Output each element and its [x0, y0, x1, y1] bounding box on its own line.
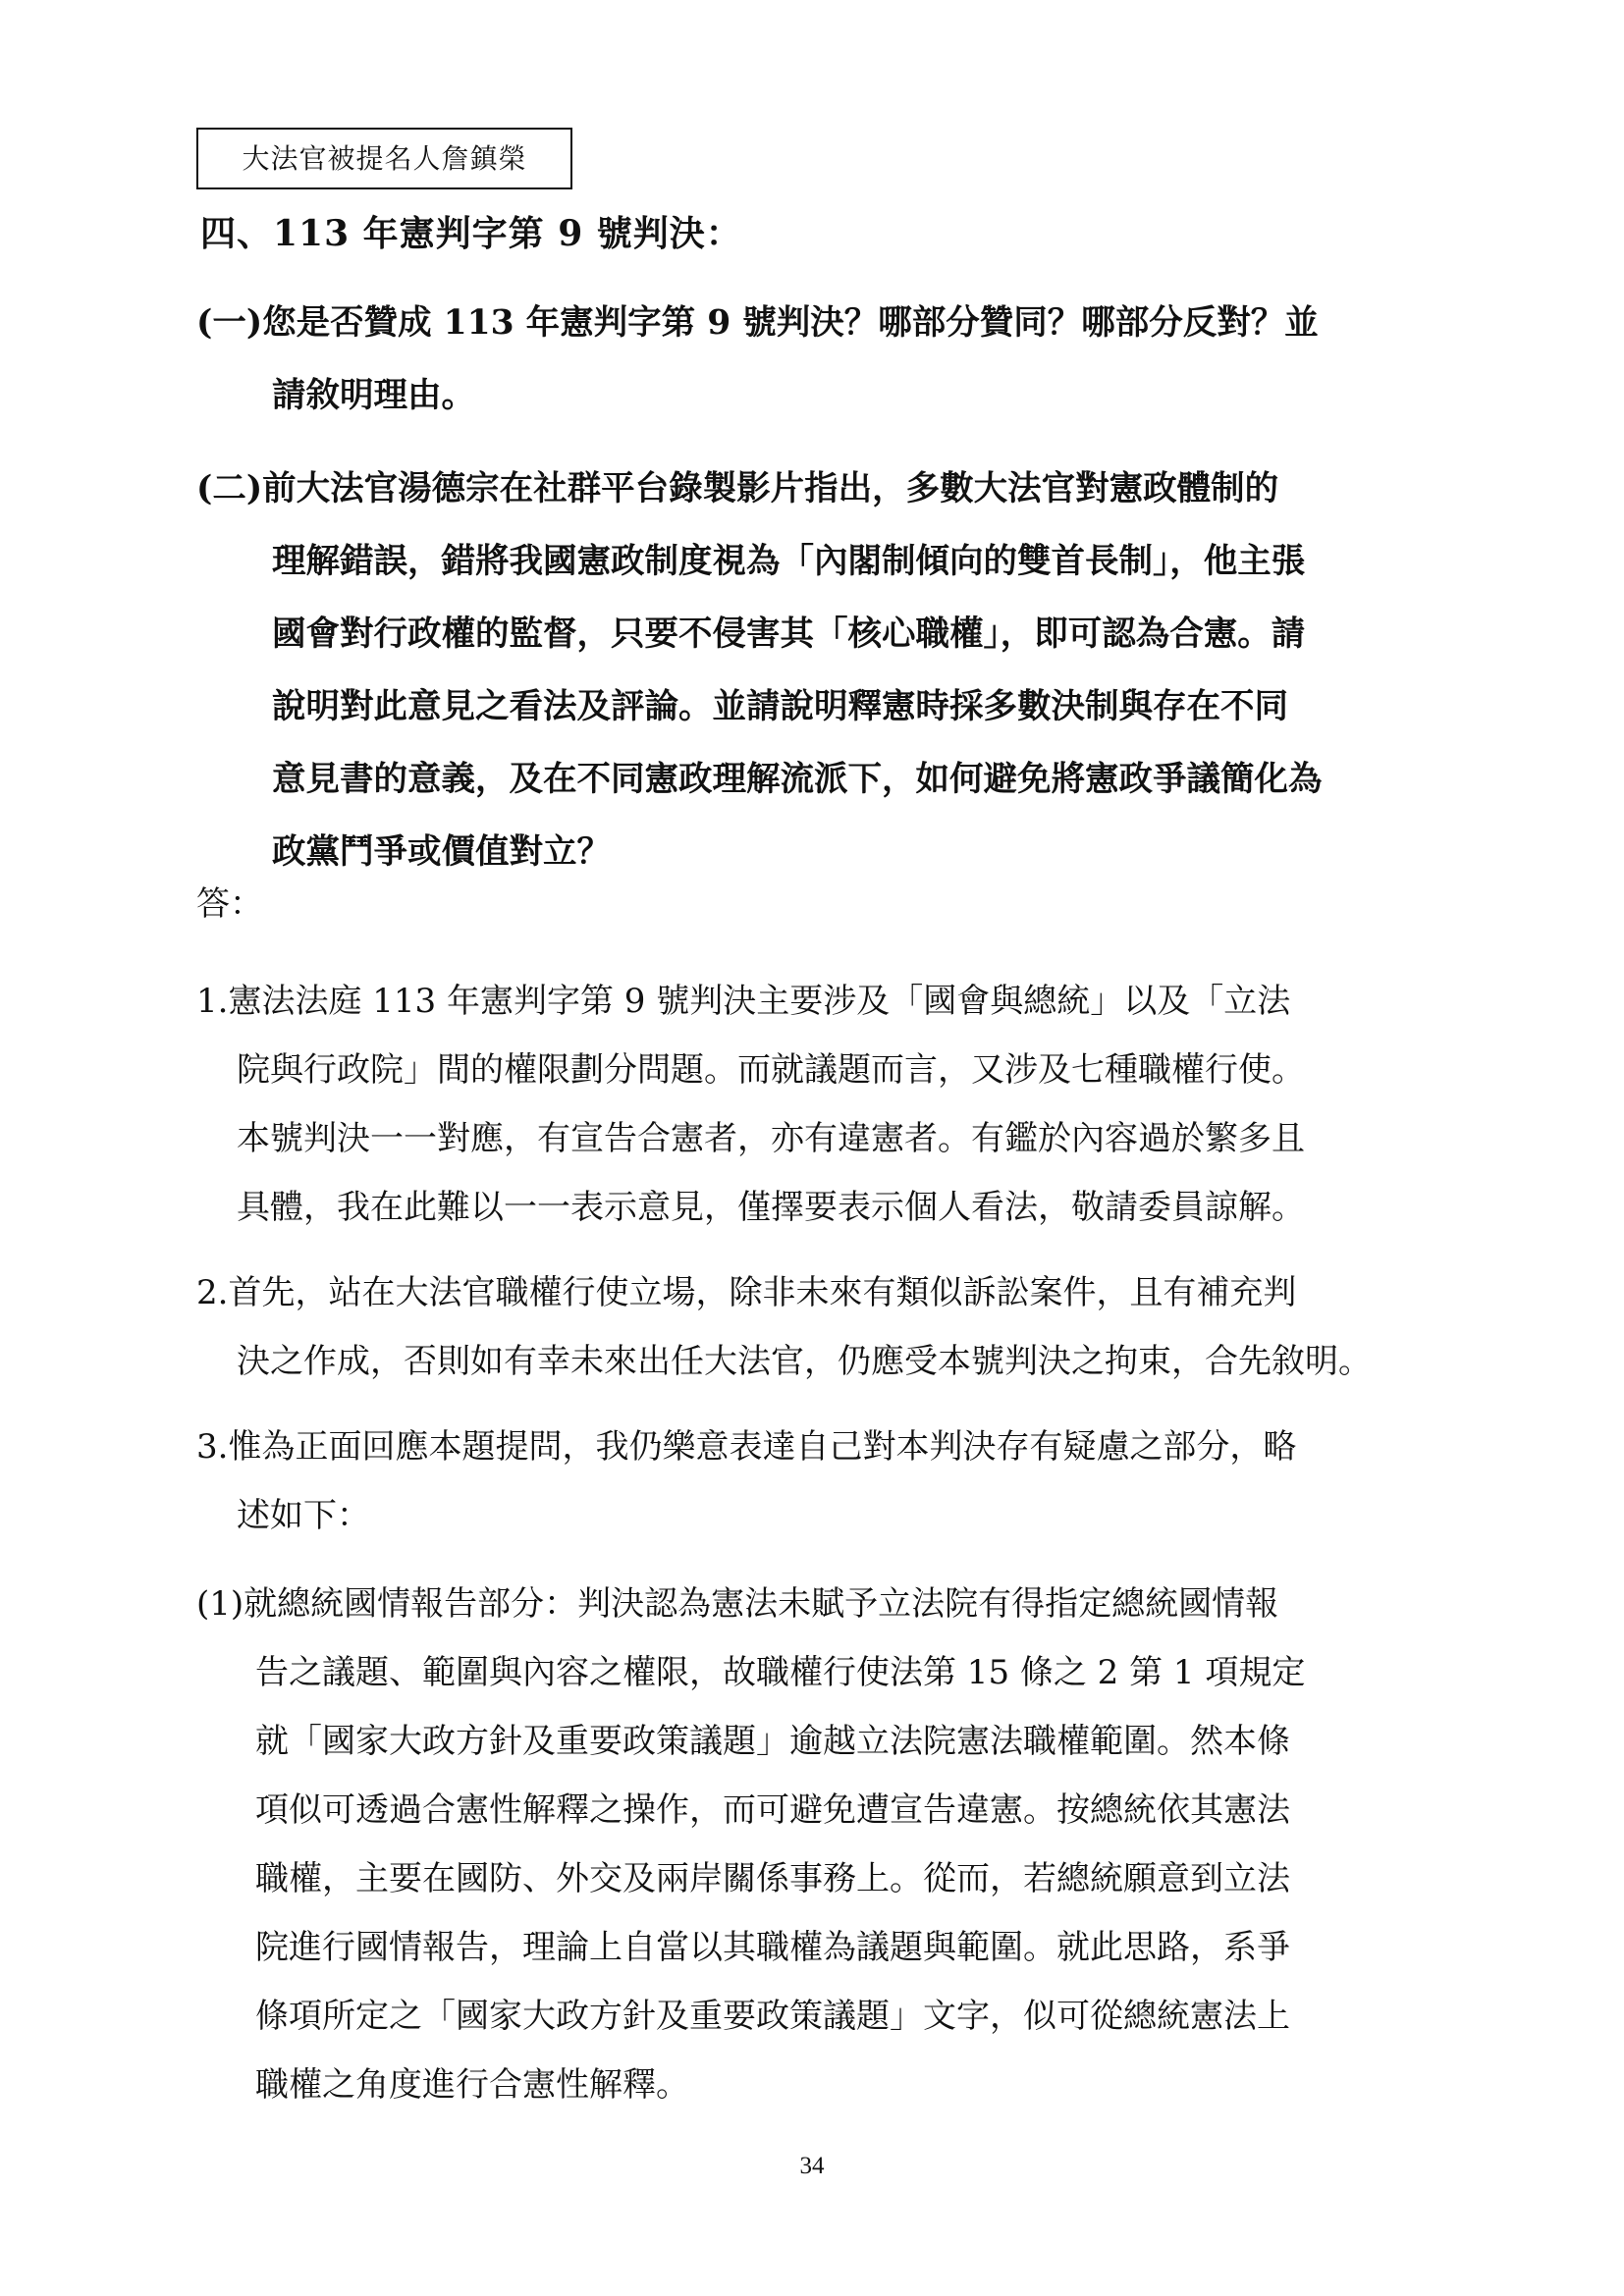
page-number: 34	[799, 2153, 825, 2179]
section-title: 四、113 年憲判字第 9 號判決：	[200, 213, 742, 254]
sub-answer-1-line-4: 項似可透過合憲性解釋之操作，而可避免遭宣告違憲。按總統依其憲法	[255, 1790, 1290, 1830]
sub-answer-1-line-1: (1)就總統國情報告部分：判決認為憲法未賦予立法院有得指定總統國情報	[196, 1584, 1279, 1624]
question-2-line-1: (二)前大法官湯德宗在社群平台錄製影片指出，多數大法官對憲政體制的	[196, 469, 1279, 508]
question-2-line-6: 政黨鬥爭或價值對立？	[272, 832, 611, 872]
answer-label: 答：	[196, 884, 263, 924]
sub-answer-1-line-5: 職權，主要在國防、外交及兩岸關係事務上。從而，若總統願意到立法	[255, 1859, 1290, 1898]
answer-1-line-4: 具體，我在此難以一一表示意見，僅擇要表示個人看法，敬請委員諒解。	[237, 1188, 1305, 1227]
sub-answer-1-line-7: 條項所定之「國家大政方針及重要政策議題」文字，似可從總統憲法上	[255, 1997, 1290, 2036]
answer-1-line-3: 本號判決一一對應，有宣告合憲者，亦有違憲者。有鑑於內容過於繁多且	[237, 1119, 1305, 1158]
answer-3-line-1: 3.惟為正面回應本題提問，我仍樂意表達自己對本判決存有疑慮之部分，略	[196, 1427, 1297, 1467]
question-2-line-5: 意見書的意義，及在不同憲政理解流派下，如何避免將憲政爭議簡化為	[272, 760, 1323, 799]
answer-2-line-1: 2.首先，站在大法官職權行使立場，除非未來有類似訴訟案件，且有補充判	[196, 1273, 1297, 1312]
question-2-line-4: 說明對此意見之看法及評論。並請說明釋憲時採多數決制與存在不同	[272, 687, 1288, 726]
answer-1-line-1: 1.憲法法庭 113 年憲判字第 9 號判決主要涉及「國會與總統」以及「立法	[196, 982, 1291, 1021]
nominee-header-box: 大法官被提名人詹鎮榮	[196, 128, 572, 189]
answer-2-line-2: 決之作成，否則如有幸未來出任大法官，仍應受本號判決之拘束，合先敘明。	[237, 1342, 1372, 1381]
question-2-line-3: 國會對行政權的監督，只要不侵害其「核心職權」，即可認為合憲。請	[272, 614, 1306, 654]
answer-1-line-2: 院與行政院」間的權限劃分問題。而就議題而言，又涉及七種職權行使。	[237, 1050, 1305, 1090]
sub-answer-1-line-8: 職權之角度進行合憲性解釋。	[255, 2065, 689, 2105]
sub-answer-1-line-2: 告之議題、範圍與內容之權限，故職權行使法第 15 條之 2 第 1 項規定	[255, 1653, 1306, 1692]
question-1-line-2: 請敘明理由。	[272, 376, 475, 415]
question-2-line-2: 理解錯誤，錯將我國憲政制度視為「內閣制傾向的雙首長制」，他主張	[272, 542, 1306, 581]
question-1-line-1: (一)您是否贊成 113 年憲判字第 9 號判決？哪部分贊同？哪部分反對？並	[196, 303, 1319, 343]
answer-3-line-2: 述如下：	[237, 1496, 370, 1535]
sub-answer-1-line-3: 就「國家大政方針及重要政策議題」逾越立法院憲法職權範圍。然本條	[255, 1722, 1290, 1761]
sub-answer-1-line-6: 院進行國情報告，理論上自當以其職權為議題與範圍。就此思路，系爭	[255, 1928, 1290, 1967]
